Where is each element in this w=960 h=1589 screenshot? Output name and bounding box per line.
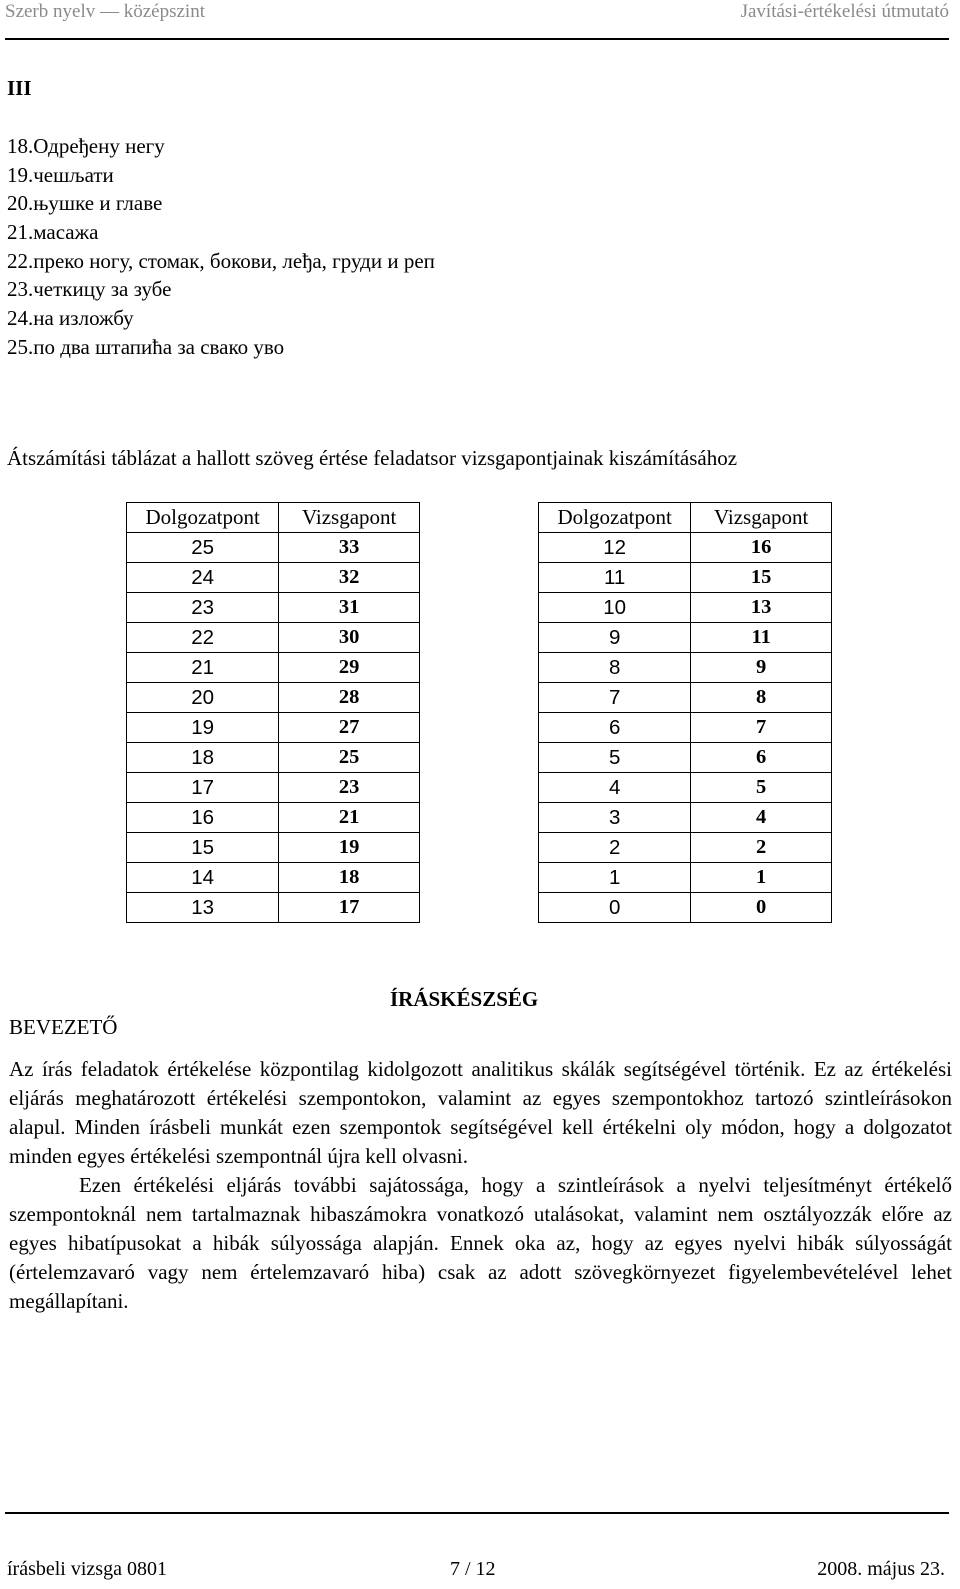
vizsgapont-cell: 27 — [279, 713, 420, 743]
table-row — [127, 833, 420, 863]
dolgozatpont-cell: 12 — [539, 533, 691, 563]
writing-assessment-text — [9, 1055, 952, 1316]
vizsgapont-cell: 18 — [279, 863, 420, 893]
table-row — [127, 653, 420, 683]
vizsgapont-cell: 4 — [691, 803, 832, 833]
vizsgapont-cell: 28 — [279, 683, 420, 713]
dolgozatpont-cell: 25 — [127, 533, 279, 563]
table-header-row — [127, 503, 420, 533]
dolgozatpont-cell: 7 — [539, 683, 691, 713]
table-row — [127, 773, 420, 803]
table-row — [127, 743, 420, 773]
table-row — [539, 653, 832, 683]
answer-list — [7, 132, 435, 362]
table-row — [127, 533, 420, 563]
table-row — [539, 893, 832, 923]
vizsgapont-cell: 9 — [691, 653, 832, 683]
table-row — [539, 533, 832, 563]
table-row — [539, 593, 832, 623]
table-header-row — [539, 503, 832, 533]
dolgozatpont-cell: 15 — [127, 833, 279, 863]
dolgozatpont-cell: 17 — [127, 773, 279, 803]
table-row — [539, 683, 832, 713]
header-guide-title: Javítási-értékelési útmutató — [740, 1, 949, 22]
conversion-table-left — [126, 502, 420, 923]
paragraph: Az írás feladatok értékelése központilag kidolgozott analitikus skálák segítségével történik. Ez az értékelési eljárás meghatározott értékelési szempontokon, valamint az egyes szempontokhoz tartozó szintleírásokon alapul. Minden írásbeli munkát ezen szempontok segítségével kell értékelni oly módon, hogy a dolgozatot minden egyes értékelési szempontnál újra kell olvasni. — [9, 1057, 952, 1168]
dolgozatpont-cell: 20 — [127, 683, 279, 713]
table-row — [127, 803, 420, 833]
vizsgapont-cell: 6 — [691, 743, 832, 773]
answer-item: 22.преко ногу, стомак, бокови, леђа, груди и реп — [7, 248, 435, 273]
dolgozatpont-cell: 24 — [127, 563, 279, 593]
dolgozatpont-cell: 2 — [539, 833, 691, 863]
dolgozatpont-cell: 0 — [539, 893, 691, 923]
vizsgapont-cell: 33 — [279, 533, 420, 563]
conversion-table-title: Átszámítási táblázat a hallott szöveg értése feladatsor vizsgapontjainak kiszámításához — [7, 446, 738, 470]
table-row — [539, 803, 832, 833]
vizsgapont-cell: 11 — [691, 623, 832, 653]
vizsgapont-cell: 8 — [691, 683, 832, 713]
answer-item: 23.четкицу за зубе — [7, 277, 172, 302]
table-row — [539, 563, 832, 593]
table-row — [539, 773, 832, 803]
table-row — [539, 743, 832, 773]
dolgozatpont-cell: 1 — [539, 863, 691, 893]
dolgozatpont-cell: 14 — [127, 863, 279, 893]
vizsgapont-cell: 23 — [279, 773, 420, 803]
table-row — [127, 863, 420, 893]
vizsgapont-cell: 30 — [279, 623, 420, 653]
dolgozatpont-cell: 11 — [539, 563, 691, 593]
vizsgapont-cell: 31 — [279, 593, 420, 623]
table-row — [127, 683, 420, 713]
paragraph: Ezen értékelési eljárás további sajátossága, hogy a szintleírások a nyelvi teljesítményt értékelő szempontoknál nem tartalmaznak hibaszámokra vonatkozó utalásokat, valamint nem osztályozzák előre az egyes hibatípusokat a hibák súlyossága alapján. Ennek oka az, hogy az egyes nyelvi hibák súlyosságát (értelemzavaró vagy nem értelemzavaró hiba) csak az adott szövegkörnyezet figyelembevételével lehet megállapítani. — [9, 1173, 952, 1313]
vizsgapont-cell: 5 — [691, 773, 832, 803]
vizsgapont-cell: 19 — [279, 833, 420, 863]
dolgozatpont-cell: 19 — [127, 713, 279, 743]
vizsgapont-cell: 17 — [279, 893, 420, 923]
table-row — [127, 623, 420, 653]
dolgozatpont-cell: 3 — [539, 803, 691, 833]
writing-skill-title: ÍRÁSKÉSZSÉG — [390, 987, 539, 1011]
vizsgapont-cell: 1 — [691, 863, 832, 893]
table-row — [539, 623, 832, 653]
vizsgapont-cell: 29 — [279, 653, 420, 683]
vizsgapont-cell: 15 — [691, 563, 832, 593]
dolgozatpont-cell: 18 — [127, 743, 279, 773]
vizsgapont-cell: 0 — [691, 893, 832, 923]
table-row — [539, 833, 832, 863]
dolgozatpont-cell: 23 — [127, 593, 279, 623]
footer-date: 2008. május 23. — [817, 1558, 945, 1580]
table-row — [127, 593, 420, 623]
answer-item: 20.њушке и главе — [7, 191, 163, 216]
footer-page-number: 7 / 12 — [450, 1558, 496, 1580]
answer-item: 18.Одређену негу — [7, 134, 165, 158]
table-row — [127, 893, 420, 923]
table-row — [539, 863, 832, 893]
answer-item: 21.масажа — [7, 220, 99, 245]
dolgozatpont-cell: 6 — [539, 713, 691, 743]
dolgozatpont-cell: 10 — [539, 593, 691, 623]
dolgozatpont-cell: 13 — [127, 893, 279, 923]
vizsgapont-cell: 25 — [279, 743, 420, 773]
answer-item: 19.чешљати — [7, 162, 114, 187]
vizsgapont-cell: 13 — [691, 593, 832, 623]
column-header-vizsgapont: Vizsgapont — [691, 503, 832, 533]
conversion-table-right — [538, 502, 832, 923]
vizsgapont-cell: 16 — [691, 533, 832, 563]
answer-item: 25.по два штапића за свако уво — [7, 334, 285, 359]
vizsgapont-cell: 21 — [279, 803, 420, 833]
table-row — [539, 713, 832, 743]
column-header-vizsgapont: Vizsgapont — [279, 503, 420, 533]
column-header-dolgozatpont: Dolgozatpont — [539, 503, 691, 533]
vizsgapont-cell: 7 — [691, 713, 832, 743]
dolgozatpont-cell: 4 — [539, 773, 691, 803]
dolgozatpont-cell: 5 — [539, 743, 691, 773]
intro-label: BEVEZETŐ — [9, 1015, 118, 1039]
section-number: III — [7, 76, 32, 100]
answer-item: 24.на изложбу — [7, 306, 134, 331]
dolgozatpont-cell: 22 — [127, 623, 279, 653]
vizsgapont-cell: 32 — [279, 563, 420, 593]
header-subject: Szerb nyelv — középszint — [5, 1, 205, 22]
dolgozatpont-cell: 16 — [127, 803, 279, 833]
dolgozatpont-cell: 8 — [539, 653, 691, 683]
table-row — [127, 713, 420, 743]
dolgozatpont-cell: 9 — [539, 623, 691, 653]
footer-exam-code: írásbeli vizsga 0801 — [7, 1558, 167, 1580]
page-footer — [5, 1512, 949, 1580]
dolgozatpont-cell: 21 — [127, 653, 279, 683]
column-header-dolgozatpont: Dolgozatpont — [127, 503, 279, 533]
vizsgapont-cell: 2 — [691, 833, 832, 863]
table-row — [127, 563, 420, 593]
page-header — [5, 0, 949, 40]
